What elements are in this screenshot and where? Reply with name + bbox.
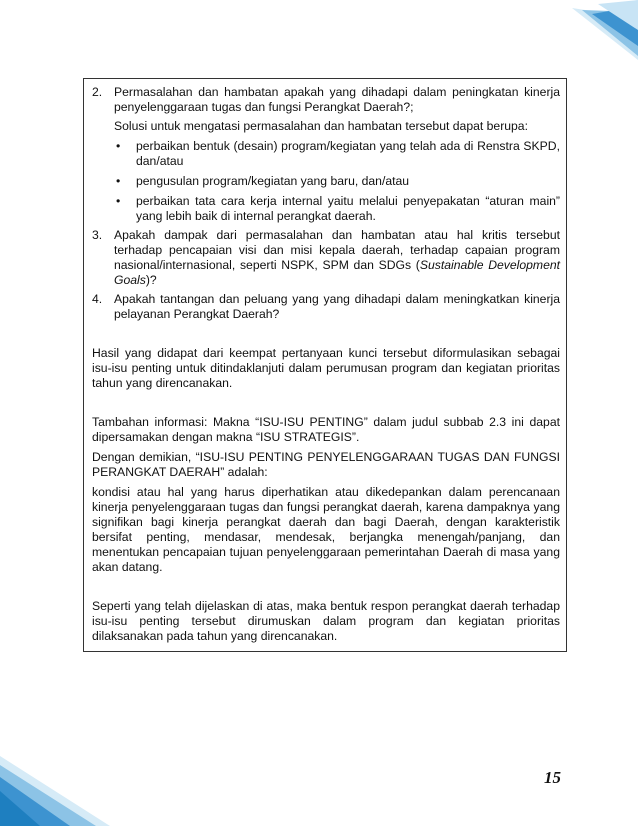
corner-decoration-bottom-left	[0, 751, 110, 826]
paragraph-closing: Seperti yang telah dijelaskan di atas, maka bentuk respon perangkat daerah terhadap isu-isu penting tersebut dirumuskan dalam program dan kegiatan prioritas dilaksanakan pada tahun yang direncanakan.	[92, 599, 560, 643]
content-box	[83, 78, 567, 652]
question-text-end: )?	[145, 273, 157, 287]
question-number: 3.	[92, 228, 103, 242]
bullet-icon: •	[116, 194, 121, 208]
paragraph-info: Tambahan informasi: Makna “ISU-ISU PENTING” dalam judul subbab 2.3 ini dapat dipersamakan dengan makna “ISU STRATEGIS”.	[92, 415, 560, 444]
page-number: 15	[544, 768, 561, 787]
question-2	[92, 85, 560, 115]
bullet-icon: •	[116, 139, 121, 153]
question-text: Permasalahan dan hambatan apakah yang dihadapi dalam peningkatan kinerja penyelenggaraan tugas dan fungsi Perangkat Daerah?;	[114, 85, 560, 114]
paragraph-definition: kondisi atau hal yang harus diperhatikan atau dikedepankan dalam perencanaan kinerja penyelenggaraan tugas dan fungsi perangkat daerah, karena dampaknya yang signifikan bagi kinerja perangkat daerah dan bagi Daerah, dengan karakteristik bersifat penting, mendasar, mendesak, berjangka menengah/panjang, dan menentukan pencapaian tujuan penyelenggaraan pemerintahan Daerah di masa yang akan datang.	[92, 485, 560, 574]
solution-intro: Solusi untuk mengatasi permasalahan dan hambatan tersebut dapat berupa:	[114, 119, 528, 133]
question-4	[92, 292, 560, 322]
bullet-text: pengusulan program/kegiatan yang baru, dan/atau	[136, 174, 410, 188]
question-text: Apakah tantangan dan peluang yang yang dihadapi dalam meningkatkan kinerja pelayanan Perangkat Daerah?	[114, 292, 560, 321]
bullet-icon: •	[116, 174, 121, 188]
corner-decoration-top-right	[568, 0, 638, 60]
paragraph-demikian: Dengan demikian, “ISU-ISU PENTING PENYELENGGARAAN TUGAS DAN FUNGSI PERANGKAT DAERAH” adalah:	[92, 450, 560, 479]
bullet-text: perbaikan tata cara kerja internal yaitu melalui penyepakatan “aturan main” yang lebih baik di internal perangkat daerah.	[136, 194, 560, 223]
question-text: Apakah dampak dari permasalahan dan hambatan atau hal kritis tersebut terhadap pencapaian visi dan misi kepala daerah, terhadap capaian program nasional/internasional, seperti NSPK, SPM dan SDGs (	[114, 228, 560, 272]
paragraph-result: Hasil yang didapat dari keempat pertanyaan kunci tersebut diformulasikan sebagai isu-isu penting untuk ditindaklanjuti dalam perumusan program dan kegiatan prioritas tahun yang direncanakan.	[92, 346, 560, 390]
question-number: 2.	[92, 85, 103, 99]
bullet-text: perbaikan bentuk (desain) program/kegiatan yang telah ada di Renstra SKPD, dan/atau	[136, 139, 560, 168]
solution-bullet	[114, 139, 560, 169]
question-number: 4.	[92, 292, 103, 306]
solution-bullet	[114, 194, 560, 224]
solution-bullet	[114, 174, 560, 189]
question-3	[92, 228, 560, 288]
question-italic-term: Sustainable Development Goals	[114, 258, 561, 287]
